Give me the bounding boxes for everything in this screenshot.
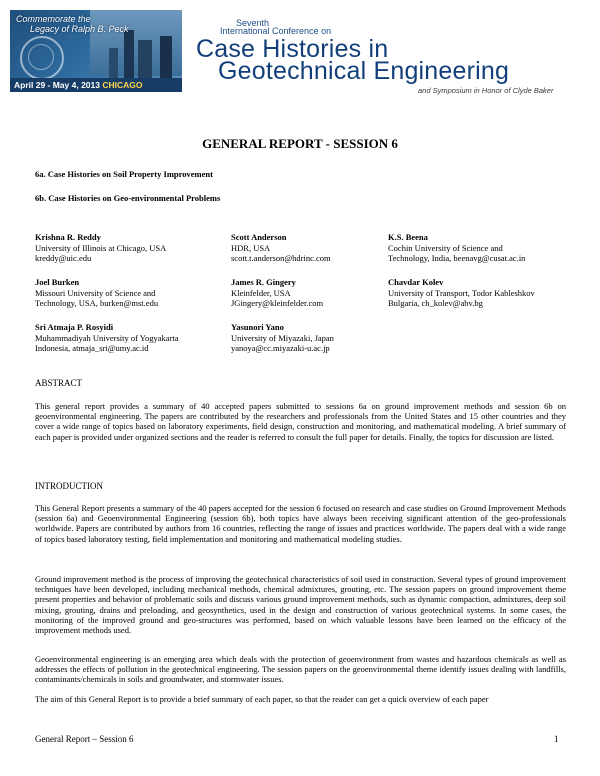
author-entry: [388, 232, 578, 264]
introduction-paragraph: This General Report presents a summary of the 40 papers accepted for the session 6 focused on research and case studies on Ground Improvement Methods (session 6a) and Geoenvironmental Engineering (session 6b), both topics have always been receiving significant attention of the geo-professionals worldwide. Papers are contributed by authors from 16 countries, reflecting the range of issues and practices worldwide. The papers deal with a wide range of topics based laboratory testing, field implementation and monitoring and mathematical modeling studies.: [35, 503, 566, 544]
author-affiliation: Kleinfelder, USA: [231, 287, 291, 298]
commemoration-badge: [10, 10, 182, 92]
conference-city: CHICAGO: [102, 80, 143, 90]
author-contact: yanoya@cc.miyazaki-u.ac.jp: [231, 343, 330, 353]
author-contact: kreddy@uic.edu: [35, 253, 92, 263]
author-affiliation: Missouri University of Science and: [35, 287, 156, 298]
skyline-tower: [160, 36, 172, 78]
author-name: Krishna R. Reddy: [35, 232, 101, 242]
dates-bar: [10, 78, 182, 92]
commemoration-text: [16, 14, 176, 34]
skyline-tower: [124, 30, 134, 78]
author-contact: scott.t.anderson@hdrinc.com: [231, 253, 331, 263]
commemorate-line2: Legacy of Ralph B. Peck: [30, 24, 129, 34]
author-entry: [35, 277, 225, 309]
symposium-subtitle: and Symposium in Honor of Clyde Baker: [418, 86, 554, 95]
skyline-tower: [109, 48, 118, 78]
report-title: GENERAL REPORT - SESSION 6: [202, 136, 398, 151]
abstract-heading: ABSTRACT: [35, 378, 83, 388]
introduction-paragraph: The aim of this General Report is to provide a brief summary of each paper, so that the reader can get a quick overview of each paper: [35, 694, 489, 704]
author-name: Chavdar Kolev: [388, 277, 444, 287]
conference-subtitle: International Conference on: [220, 26, 332, 36]
introduction-paragraph: Ground improvement method is the process of improving the geotechnical characteristics of soil used in construction. Several types of ground improvement techniques have been developed, including mechanical methods, chemical admixtures, grouting, etc. The session papers on ground improvement theme present properties and behavior of problematic soils and discuss various ground improvement methods, such as dynamic compaction, admixtures, deep soil mixing, grouting, drains and preloading, and geosynthetics, used in the design and construction of various geotechnical systems. In some cases, the monitoring of the improved ground and geo-structures was performed, based on which valuable lessons have been learned on the efficacy of the improvement methods used.: [35, 574, 566, 636]
author-name: Sri Atmaja P. Rosyidi: [35, 322, 114, 332]
author-affiliation: HDR, USA: [231, 242, 271, 253]
author-contact: JGingery@kleinfelder.com: [231, 298, 324, 308]
conference-ordinal: Seventh: [236, 18, 270, 28]
author-contact: Bulgaria, ch_kolev@abv.bg: [388, 298, 483, 308]
author-affiliation: Muhammadiyah University of Yogyakarta: [35, 332, 179, 343]
introduction-paragraph: Geoenvironmental engineering is an emerging area which deals with the protection of geoenvironment from wastes and hazardous chemicals as well as addresses the effects of pollution in the geotechnical engineering. The session papers on the geoenvironmental theme identify issues dealing with landfills, contaminants/chemicals in soils and groundwater, and stormwater issues.: [35, 654, 566, 685]
conference-title-line2: Geotechnical Engineering: [218, 57, 510, 85]
author-entry: [35, 232, 225, 264]
badge-circle-graphic: [28, 44, 54, 70]
author-entry: [35, 322, 225, 354]
author-contact: Technology, USA, burken@mst.edu: [35, 298, 159, 308]
session-list: [35, 169, 220, 217]
author-entry: [231, 322, 421, 354]
author-name: K.S. Beena: [388, 232, 428, 242]
conference-banner: [0, 0, 600, 102]
author-contact: Technology, India, beenavg@cusat.ac.in: [388, 253, 526, 263]
session-6b: 6b. Case Histories on Geo-environmental Problems: [35, 193, 221, 203]
author-contact: Indonesia, atmaja_sri@umy.ac.id: [35, 343, 149, 353]
author-name: Yasunori Yano: [231, 322, 284, 332]
author-affiliation: University of Miyazaki, Japan: [231, 332, 334, 343]
commemorate-line1: Commemorate the: [16, 14, 91, 24]
skyline-tower: [138, 40, 152, 78]
session-6a: 6a. Case Histories on Soil Property Improvement: [35, 169, 213, 179]
author-affiliation: University of Transport, Todor Kableshkov: [388, 287, 535, 298]
author-affiliation: University of Illinois at Chicago, USA: [35, 242, 167, 253]
introduction-heading: INTRODUCTION: [35, 481, 103, 491]
conference-dates: April 29 - May 4, 2013: [14, 80, 100, 90]
conference-title-line1: Case Histories in: [196, 35, 389, 63]
author-name: Scott Anderson: [231, 232, 287, 242]
author-name: Joel Burken: [35, 277, 80, 287]
author-affiliation: Cochin University of Science and: [388, 242, 503, 253]
footer-label: General Report – Session 6: [35, 734, 134, 744]
author-entry: [388, 277, 578, 309]
author-name: James R. Gingery: [231, 277, 296, 287]
page-number: 1: [554, 734, 559, 744]
abstract-text: This general report provides a summary of 40 accepted papers submitted to sessions 6a on ground improvement methods and session 6b on geoenvironmental engineering. The papers are contributed by the researchers and professionals from the United States and 15 other countries and they cover a wide range of topics based on laboratory experiments, field design, construction and monitoring, and mathematical modeling. A brief summary of each paper is provided under organized sections and the reader is referred to consult the full paper for details. Finally, the topics for discussion are listed.: [35, 401, 566, 442]
